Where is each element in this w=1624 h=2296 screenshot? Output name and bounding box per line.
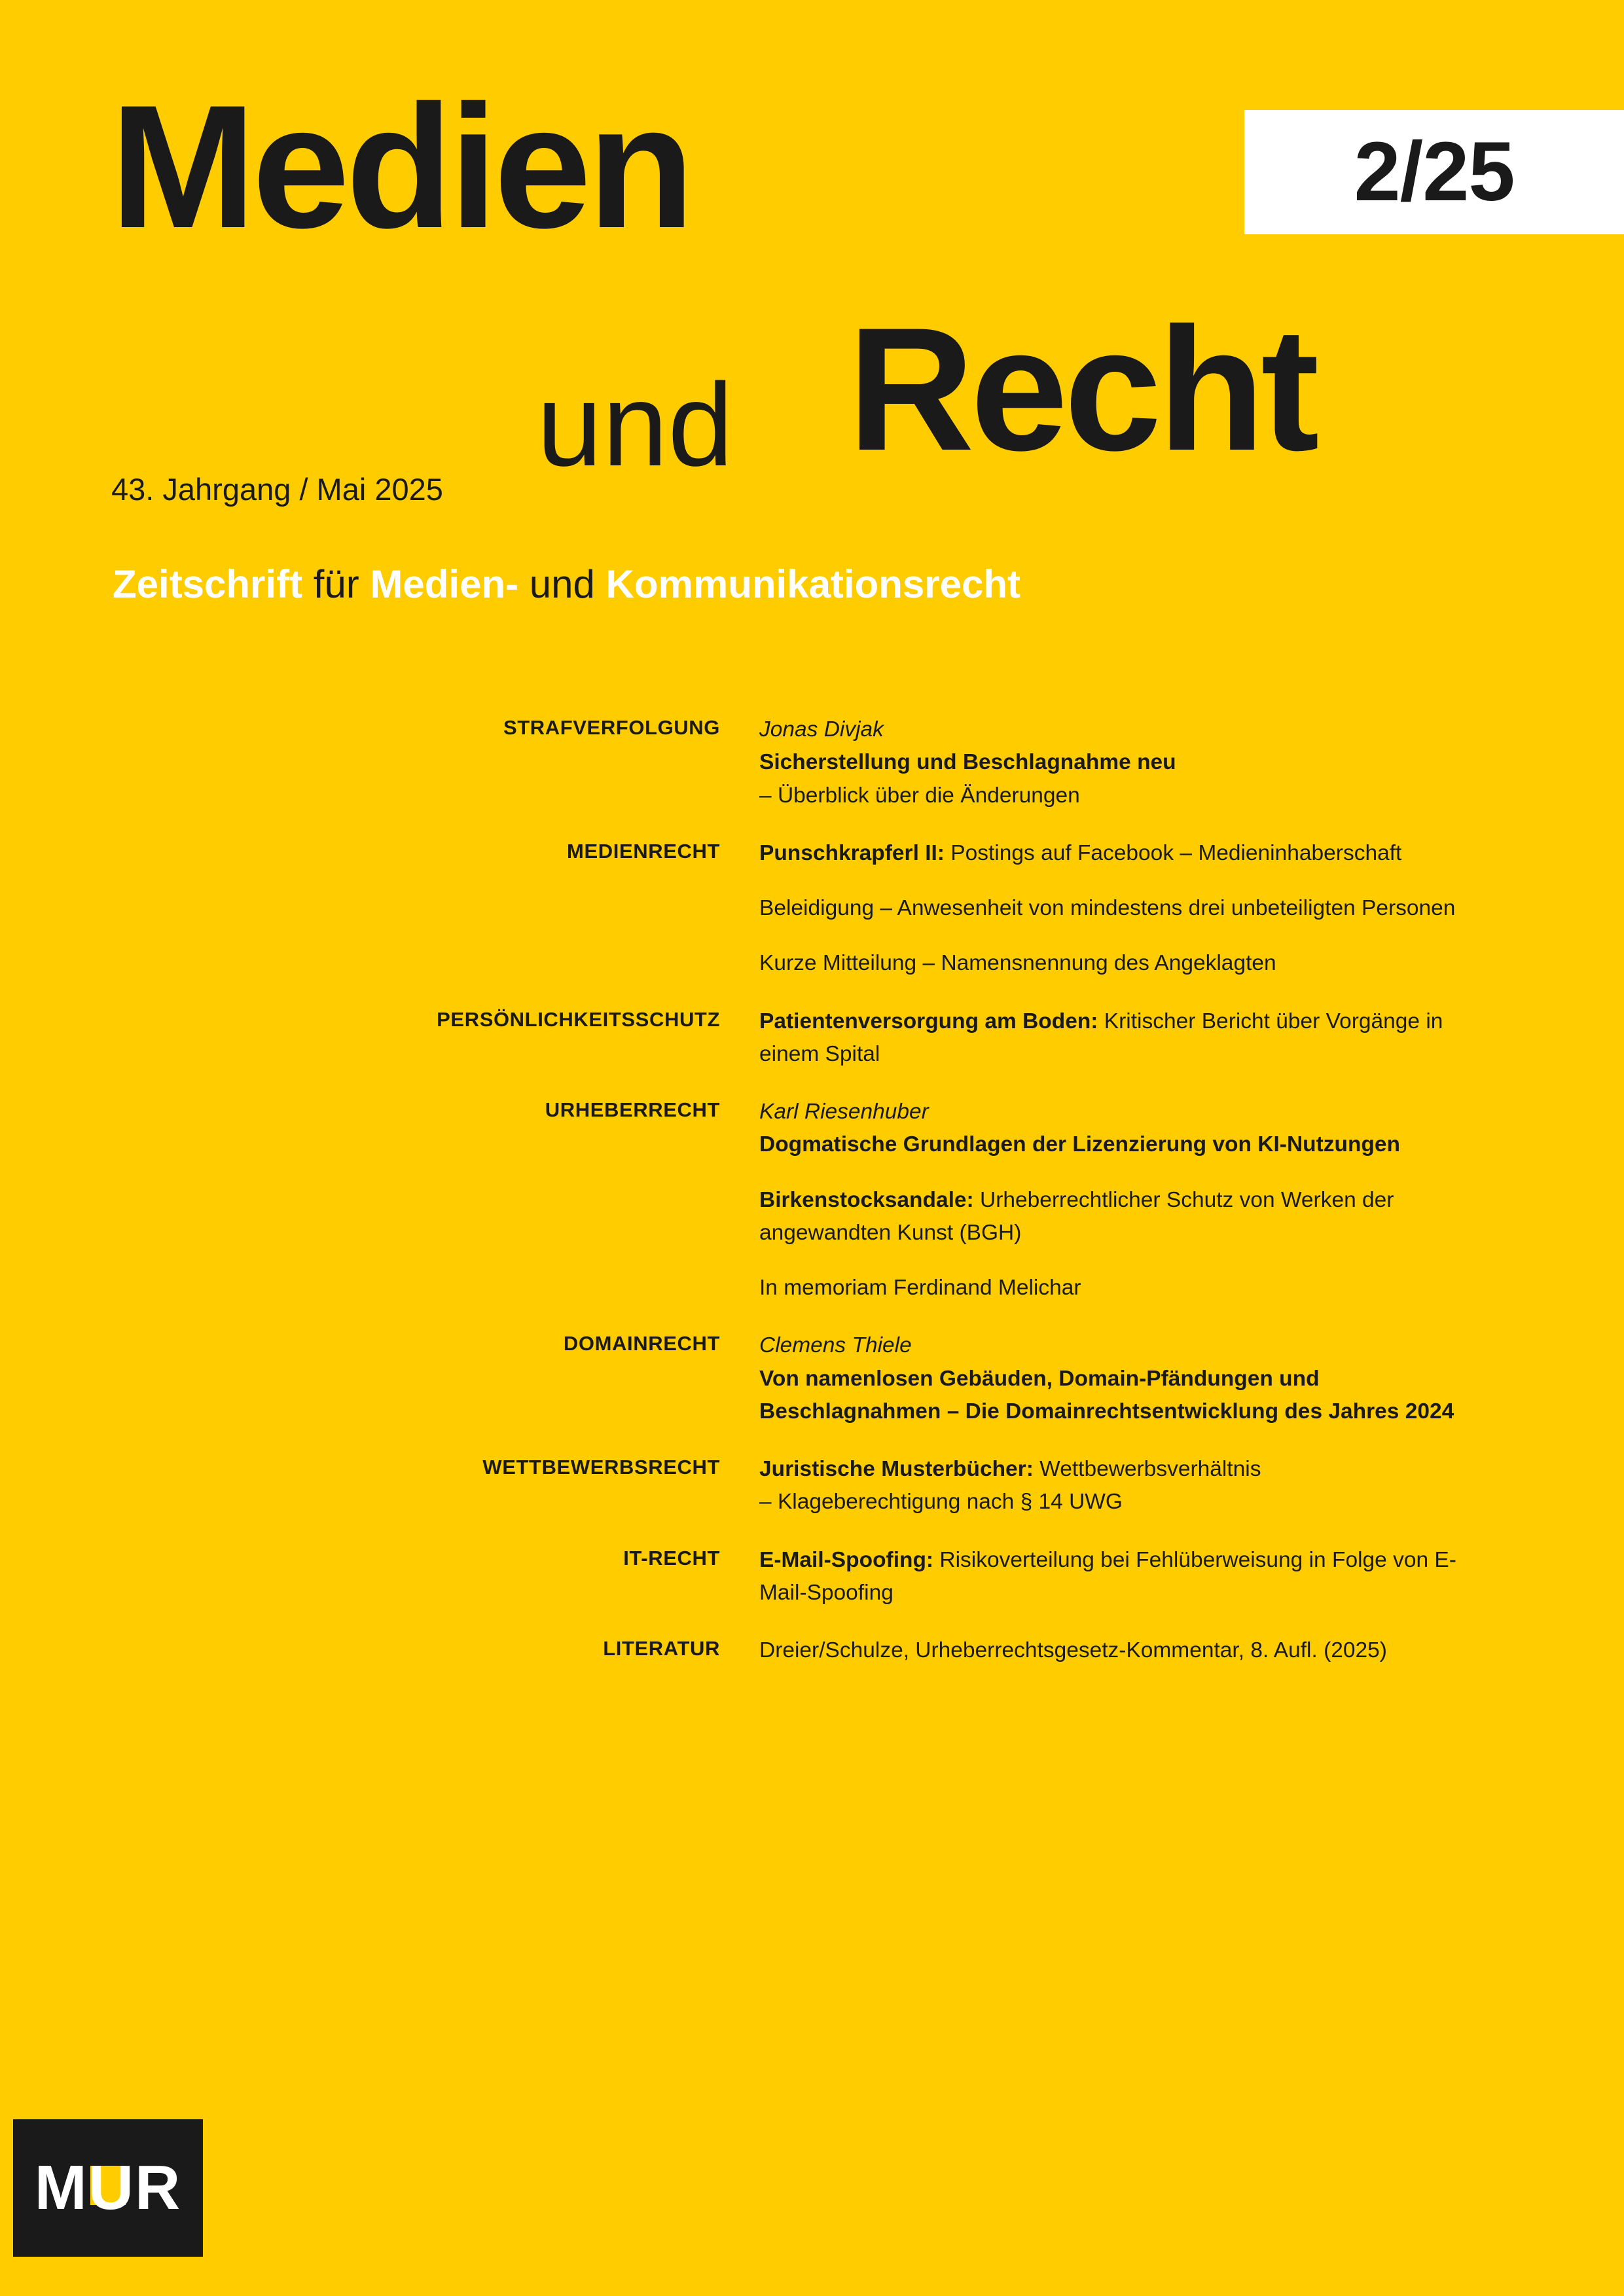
toc-title: Birkenstocksandale: xyxy=(759,1187,974,1212)
toc-category-label: DOMAINRECHT xyxy=(563,1332,720,1355)
toc-author: Clemens Thiele xyxy=(759,1333,912,1358)
toc-title-rest: Urheberrechtlicher Schutz von Werken der angewandten Kunst (BGH) xyxy=(759,1187,1394,1245)
subtitle-word-medien: Medien- xyxy=(370,562,519,606)
toc-title: E-Mail-Spoofing: xyxy=(759,1547,934,1572)
toc-entry-persoenlichkeitsschutz xyxy=(0,1005,1624,1071)
cover-masthead xyxy=(0,0,1624,668)
toc-item xyxy=(759,837,1492,870)
toc-entry-body xyxy=(759,1005,1492,1071)
toc-entry-medienrecht xyxy=(0,837,1624,980)
toc-item: Beleidigung – Anwesenheit von mindestens drei unbeteiligten Personen xyxy=(759,896,1456,920)
toc-entry-urheberrecht xyxy=(0,1096,1624,1304)
toc-category-label: IT-RECHT xyxy=(623,1546,720,1570)
toc-title-rest: Risikoverteilung bei Fehlüberweisung in Folge von E-Mail-Spoofing xyxy=(759,1547,1456,1605)
toc-entry-body xyxy=(759,1329,1492,1428)
toc-entry-it-recht xyxy=(0,1544,1624,1610)
toc-entry-body xyxy=(759,1096,1492,1304)
issue-number-box xyxy=(1244,110,1624,234)
toc-item xyxy=(759,1184,1492,1250)
journal-title-line-1: Medien xyxy=(110,68,691,264)
toc-title: Punschkrapferl II: xyxy=(759,840,945,865)
toc-entry-body xyxy=(759,837,1492,980)
toc-title: Von namenlosen Gebäuden, Domain-Pfändungen und Beschlagnahmen – Die Domainrechtsentwicklung des Jahres 2024 xyxy=(759,1366,1454,1424)
toc-category-label: WETTBEWERBSRECHT xyxy=(482,1456,720,1479)
toc-item: Kurze Mitteilung – Namensnennung des Angeklagten xyxy=(759,951,1276,976)
subtitle-word-und: und xyxy=(529,562,595,606)
toc-author: Jonas Divjak xyxy=(759,717,884,742)
toc-title: Juristische Musterbücher: xyxy=(759,1457,1034,1481)
toc-item: In memoriam Ferdinand Melichar xyxy=(759,1276,1081,1300)
toc-item xyxy=(759,1453,1492,1519)
toc-title: Patientenversorgung am Boden: xyxy=(759,1009,1098,1033)
toc-entry-domainrecht xyxy=(0,1329,1624,1428)
toc-entry-strafverfolgung xyxy=(0,713,1624,812)
toc-category-label: LITERATUR xyxy=(603,1637,720,1660)
table-of-contents xyxy=(0,713,1624,1692)
toc-item xyxy=(759,713,1492,812)
toc-category-label: STRAFVERFOLGUNG xyxy=(503,716,720,739)
toc-author: Karl Riesenhuber xyxy=(759,1100,929,1124)
volume-and-date: 43. Jahrgang / Mai 2025 xyxy=(111,472,443,507)
toc-item xyxy=(759,1096,1492,1162)
toc-title-rest: Wettbewerbsverhältnis xyxy=(1033,1457,1261,1481)
journal-title-conjunction: und xyxy=(537,359,734,491)
toc-item xyxy=(759,1544,1492,1610)
toc-entry-wettbewerbsrecht xyxy=(0,1453,1624,1519)
toc-entry-body xyxy=(759,713,1492,812)
toc-subtitle: – Überblick über die Änderungen xyxy=(759,783,1080,808)
toc-item xyxy=(759,1329,1492,1428)
toc-entry-body xyxy=(759,1453,1492,1519)
toc-category-label: URHEBERRECHT xyxy=(545,1098,720,1121)
subtitle-word-zeitschrift: Zeitschrift xyxy=(113,562,303,606)
toc-title: Sicherstellung und Beschlagnahme neu xyxy=(759,750,1176,775)
journal-subtitle xyxy=(113,563,1020,606)
toc-item xyxy=(759,1005,1492,1071)
subtitle-word-kommunikationsrecht: Kommunikationsrecht xyxy=(605,562,1020,606)
publisher-logo xyxy=(13,2119,203,2257)
toc-title-rest: Kritischer Bericht über Vorgänge in einem Spital xyxy=(759,1009,1443,1066)
toc-category-label: MEDIENRECHT xyxy=(567,839,720,863)
logo-letters: MUR xyxy=(34,2153,182,2223)
logo-wordmark xyxy=(34,2153,182,2223)
toc-subtitle: – Klageberechtigung nach § 14 UWG xyxy=(759,1490,1123,1515)
toc-entry-body xyxy=(759,1544,1492,1610)
toc-entry-body xyxy=(759,1634,1492,1667)
toc-entry-literatur xyxy=(0,1634,1624,1667)
toc-item: Dreier/Schulze, Urheberrechtsgesetz-Kommentar, 8. Aufl. (2025) xyxy=(759,1638,1387,1662)
toc-category-label: PERSÖNLICHKEITSSCHUTZ xyxy=(437,1007,720,1031)
subtitle-word-fuer: für xyxy=(313,562,359,606)
toc-title-rest: Postings auf Facebook – Medieninhaberschaft xyxy=(944,840,1402,865)
journal-title-line-2: Recht xyxy=(848,291,1316,487)
toc-title: Dogmatische Grundlagen der Lizenzierung von KI-Nutzungen xyxy=(759,1132,1400,1157)
issue-number: 2/25 xyxy=(1354,125,1515,219)
